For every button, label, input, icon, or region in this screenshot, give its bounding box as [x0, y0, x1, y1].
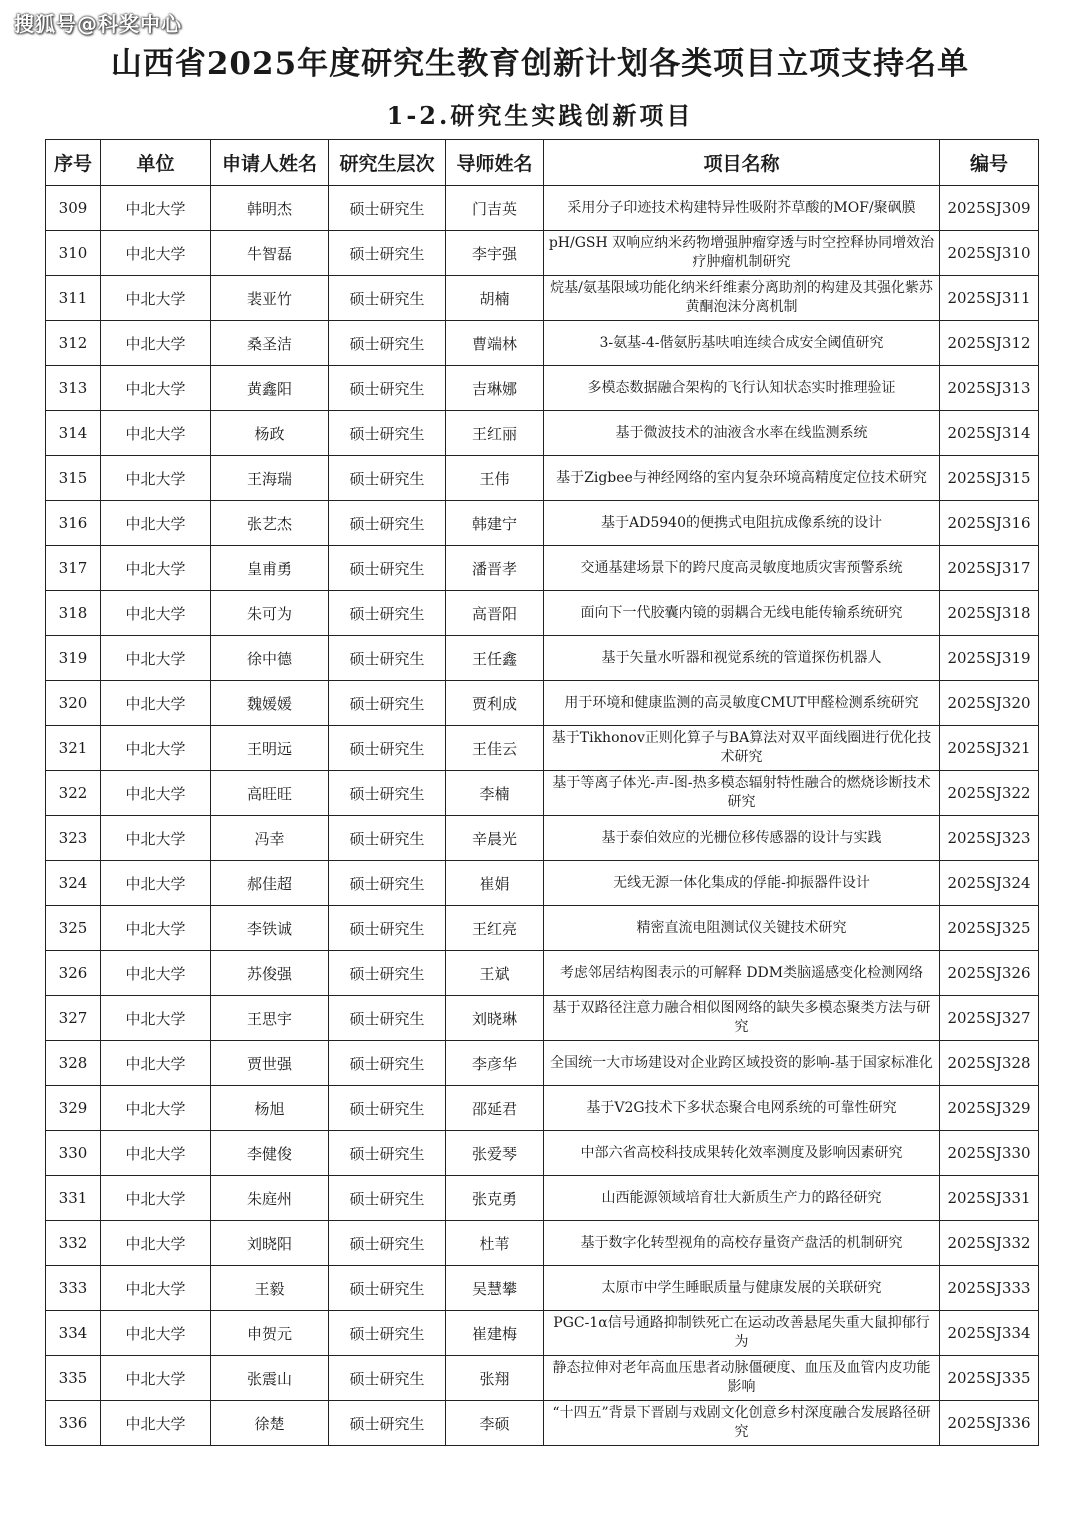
cell-level: 硕士研究生	[329, 276, 446, 321]
cell-applicant: 郝佳超	[211, 861, 329, 906]
cell-project-name: 交通基建场景下的跨尺度高灵敏度地质灾害预警系统	[544, 546, 940, 591]
cell-applicant: 张震山	[211, 1356, 329, 1401]
cell-level: 硕士研究生	[329, 1041, 446, 1086]
cell-index: 318	[46, 591, 101, 636]
cell-code: 2025SJ312	[940, 321, 1039, 366]
cell-code: 2025SJ311	[940, 276, 1039, 321]
cell-level: 硕士研究生	[329, 1356, 446, 1401]
cell-index: 329	[46, 1086, 101, 1131]
cell-advisor: 王伟	[446, 456, 544, 501]
cell-advisor: 王斌	[446, 951, 544, 996]
cell-code: 2025SJ326	[940, 951, 1039, 996]
cell-unit: 中北大学	[101, 456, 211, 501]
cell-unit: 中北大学	[101, 726, 211, 771]
cell-level: 硕士研究生	[329, 1401, 446, 1446]
cell-level: 硕士研究生	[329, 771, 446, 816]
table-row	[46, 1041, 1039, 1086]
table-body	[46, 186, 1039, 1446]
cell-applicant: 皇甫勇	[211, 546, 329, 591]
cell-index: 309	[46, 186, 101, 231]
cell-advisor: 潘晋孝	[446, 546, 544, 591]
header-unit: 单位	[101, 140, 211, 186]
header-applicant: 申请人姓名	[211, 140, 329, 186]
cell-unit: 中北大学	[101, 636, 211, 681]
cell-index: 332	[46, 1221, 101, 1266]
cell-unit: 中北大学	[101, 681, 211, 726]
cell-index: 319	[46, 636, 101, 681]
cell-advisor: 辛晨光	[446, 816, 544, 861]
cell-project-name: PGC-1α信号通路抑制铁死亡在运动改善悬尾失重大鼠抑郁行为	[544, 1311, 940, 1356]
cell-level: 硕士研究生	[329, 681, 446, 726]
cell-unit: 中北大学	[101, 1221, 211, 1266]
table-row	[46, 681, 1039, 726]
cell-code: 2025SJ310	[940, 231, 1039, 276]
cell-applicant: 朱庭州	[211, 1176, 329, 1221]
table-row	[46, 231, 1039, 276]
cell-level: 硕士研究生	[329, 816, 446, 861]
cell-unit: 中北大学	[101, 366, 211, 411]
cell-unit: 中北大学	[101, 321, 211, 366]
cell-index: 316	[46, 501, 101, 546]
cell-project-name: 基于Zigbee与神经网络的室内复杂环境高精度定位技术研究	[544, 456, 940, 501]
cell-code: 2025SJ320	[940, 681, 1039, 726]
cell-index: 322	[46, 771, 101, 816]
cell-advisor: 胡楠	[446, 276, 544, 321]
header-advisor: 导师姓名	[446, 140, 544, 186]
cell-level: 硕士研究生	[329, 456, 446, 501]
cell-code: 2025SJ319	[940, 636, 1039, 681]
cell-level: 硕士研究生	[329, 906, 446, 951]
cell-code: 2025SJ309	[940, 186, 1039, 231]
cell-project-name: 全国统一大市场建设对企业跨区域投资的影响-基于国家标准化	[544, 1041, 940, 1086]
cell-code: 2025SJ328	[940, 1041, 1039, 1086]
header-project-name: 项目名称	[544, 140, 940, 186]
cell-unit: 中北大学	[101, 861, 211, 906]
cell-project-name: 无线无源一体化集成的俘能-抑振器件设计	[544, 861, 940, 906]
cell-code: 2025SJ321	[940, 726, 1039, 771]
cell-code: 2025SJ327	[940, 996, 1039, 1041]
cell-level: 硕士研究生	[329, 636, 446, 681]
cell-index: 330	[46, 1131, 101, 1176]
cell-advisor: 杜苇	[446, 1221, 544, 1266]
cell-index: 331	[46, 1176, 101, 1221]
cell-unit: 中北大学	[101, 186, 211, 231]
cell-level: 硕士研究生	[329, 1176, 446, 1221]
cell-applicant: 牛智磊	[211, 231, 329, 276]
cell-project-name: 基于Tikhonov正则化算子与BA算法对双平面线圈进行优化技术研究	[544, 726, 940, 771]
cell-project-name: 基于双路径注意力融合相似图网络的缺失多模态聚类方法与研究	[544, 996, 940, 1041]
cell-unit: 中北大学	[101, 1266, 211, 1311]
cell-advisor: 高晋阳	[446, 591, 544, 636]
cell-project-name: 基于数字化转型视角的高校存量资产盘活的机制研究	[544, 1221, 940, 1266]
table-row	[46, 1311, 1039, 1356]
cell-level: 硕士研究生	[329, 546, 446, 591]
cell-index: 323	[46, 816, 101, 861]
table-row	[46, 1356, 1039, 1401]
cell-index: 314	[46, 411, 101, 456]
cell-applicant: 徐中德	[211, 636, 329, 681]
cell-level: 硕士研究生	[329, 951, 446, 996]
cell-index: 336	[46, 1401, 101, 1446]
table-row	[46, 771, 1039, 816]
cell-level: 硕士研究生	[329, 1266, 446, 1311]
cell-applicant: 苏俊强	[211, 951, 329, 996]
cell-code: 2025SJ314	[940, 411, 1039, 456]
cell-advisor: 刘晓琳	[446, 996, 544, 1041]
cell-index: 321	[46, 726, 101, 771]
cell-unit: 中北大学	[101, 1176, 211, 1221]
cell-project-name: 基于等离子体光-声-图-热多模态辐射特性融合的燃烧诊断技术研究	[544, 771, 940, 816]
cell-index: 317	[46, 546, 101, 591]
table-row	[46, 366, 1039, 411]
cell-project-name: 考虑邻居结构图表示的可解释 DDM类脑遥感变化检测网络	[544, 951, 940, 996]
cell-code: 2025SJ324	[940, 861, 1039, 906]
cell-project-name: “十四五”背景下晋剧与戏剧文化创意乡村深度融合发展路径研究	[544, 1401, 940, 1446]
cell-level: 硕士研究生	[329, 1221, 446, 1266]
cell-code: 2025SJ317	[940, 546, 1039, 591]
table-row	[46, 591, 1039, 636]
cell-code: 2025SJ315	[940, 456, 1039, 501]
cell-code: 2025SJ335	[940, 1356, 1039, 1401]
cell-code: 2025SJ330	[940, 1131, 1039, 1176]
table-row	[46, 726, 1039, 771]
cell-advisor: 贾利成	[446, 681, 544, 726]
cell-project-name: 太原市中学生睡眠质量与健康发展的关联研究	[544, 1266, 940, 1311]
cell-applicant: 申贺元	[211, 1311, 329, 1356]
cell-project-name: 山西能源领域培育壮大新质生产力的路径研究	[544, 1176, 940, 1221]
cell-index: 327	[46, 996, 101, 1041]
cell-advisor: 张爱琴	[446, 1131, 544, 1176]
cell-unit: 中北大学	[101, 1401, 211, 1446]
header-level: 研究生层次	[329, 140, 446, 186]
cell-project-name: 静态拉伸对老年高血压患者动脉僵硬度、血压及血管内皮功能影响	[544, 1356, 940, 1401]
cell-advisor: 吉琳娜	[446, 366, 544, 411]
cell-project-name: 多模态数据融合架构的飞行认知状态实时推理验证	[544, 366, 940, 411]
cell-index: 326	[46, 951, 101, 996]
cell-index: 334	[46, 1311, 101, 1356]
cell-code: 2025SJ334	[940, 1311, 1039, 1356]
cell-level: 硕士研究生	[329, 321, 446, 366]
cell-advisor: 曹端林	[446, 321, 544, 366]
cell-code: 2025SJ316	[940, 501, 1039, 546]
cell-unit: 中北大学	[101, 411, 211, 456]
cell-project-name: 用于环境和健康监测的高灵敏度CMUT甲醛检测系统研究	[544, 681, 940, 726]
cell-code: 2025SJ332	[940, 1221, 1039, 1266]
cell-code: 2025SJ323	[940, 816, 1039, 861]
cell-level: 硕士研究生	[329, 411, 446, 456]
cell-level: 硕士研究生	[329, 366, 446, 411]
cell-index: 320	[46, 681, 101, 726]
table-row	[46, 1221, 1039, 1266]
cell-applicant: 杨政	[211, 411, 329, 456]
cell-level: 硕士研究生	[329, 1086, 446, 1131]
cell-applicant: 王海瑞	[211, 456, 329, 501]
cell-unit: 中北大学	[101, 951, 211, 996]
cell-unit: 中北大学	[101, 591, 211, 636]
cell-applicant: 魏媛媛	[211, 681, 329, 726]
cell-unit: 中北大学	[101, 1311, 211, 1356]
cell-index: 312	[46, 321, 101, 366]
cell-project-name: 基于矢量水听器和视觉系统的管道探伤机器人	[544, 636, 940, 681]
cell-unit: 中北大学	[101, 1041, 211, 1086]
table-row	[46, 1176, 1039, 1221]
cell-level: 硕士研究生	[329, 591, 446, 636]
cell-advisor: 李楠	[446, 771, 544, 816]
cell-level: 硕士研究生	[329, 186, 446, 231]
cell-applicant: 贾世强	[211, 1041, 329, 1086]
table-row	[46, 816, 1039, 861]
cell-project-name: 基于微波技术的油液含水率在线监测系统	[544, 411, 940, 456]
cell-applicant: 王毅	[211, 1266, 329, 1311]
cell-unit: 中北大学	[101, 501, 211, 546]
cell-code: 2025SJ331	[940, 1176, 1039, 1221]
cell-project-name: 精密直流电阻测试仪关键技术研究	[544, 906, 940, 951]
table-row	[46, 1401, 1039, 1446]
cell-applicant: 黄鑫阳	[211, 366, 329, 411]
cell-advisor: 张克勇	[446, 1176, 544, 1221]
cell-applicant: 高旺旺	[211, 771, 329, 816]
cell-applicant: 王思宇	[211, 996, 329, 1041]
cell-unit: 中北大学	[101, 1131, 211, 1176]
cell-unit: 中北大学	[101, 231, 211, 276]
cell-level: 硕士研究生	[329, 996, 446, 1041]
cell-index: 311	[46, 276, 101, 321]
cell-level: 硕士研究生	[329, 1311, 446, 1356]
cell-project-name: 中部六省高校科技成果转化效率测度及影响因素研究	[544, 1131, 940, 1176]
cell-applicant: 裴亚竹	[211, 276, 329, 321]
cell-unit: 中北大学	[101, 906, 211, 951]
cell-applicant: 杨旭	[211, 1086, 329, 1131]
table-row	[46, 951, 1039, 996]
cell-advisor: 张翔	[446, 1356, 544, 1401]
cell-unit: 中北大学	[101, 816, 211, 861]
cell-advisor: 李宇强	[446, 231, 544, 276]
cell-applicant: 韩明杰	[211, 186, 329, 231]
cell-advisor: 崔娟	[446, 861, 544, 906]
table-row	[46, 861, 1039, 906]
cell-index: 333	[46, 1266, 101, 1311]
table-row	[46, 1266, 1039, 1311]
cell-project-name: 3-氨基-4-偕氨肟基呋咱连续合成安全阈值研究	[544, 321, 940, 366]
cell-applicant: 朱可为	[211, 591, 329, 636]
cell-project-name: 采用分子印迹技术构建特异性吸附芥草酸的MOF/聚砜膜	[544, 186, 940, 231]
cell-advisor: 门吉英	[446, 186, 544, 231]
cell-advisor: 邵延君	[446, 1086, 544, 1131]
cell-applicant: 刘晓阳	[211, 1221, 329, 1266]
cell-advisor: 王红丽	[446, 411, 544, 456]
cell-applicant: 徐楚	[211, 1401, 329, 1446]
cell-code: 2025SJ325	[940, 906, 1039, 951]
header-index: 序号	[46, 140, 101, 186]
cell-advisor: 崔建梅	[446, 1311, 544, 1356]
watermark: 搜狐号@科奖中心	[14, 12, 182, 36]
cell-advisor: 韩建宁	[446, 501, 544, 546]
cell-index: 310	[46, 231, 101, 276]
table-row	[46, 546, 1039, 591]
cell-advisor: 王佳云	[446, 726, 544, 771]
cell-code: 2025SJ336	[940, 1401, 1039, 1446]
cell-applicant: 张艺杰	[211, 501, 329, 546]
cell-code: 2025SJ313	[940, 366, 1039, 411]
cell-project-name: 基于泰伯效应的光栅位移传感器的设计与实践	[544, 816, 940, 861]
cell-advisor: 王任鑫	[446, 636, 544, 681]
cell-index: 325	[46, 906, 101, 951]
header-code: 编号	[940, 140, 1039, 186]
cell-unit: 中北大学	[101, 1356, 211, 1401]
cell-project-name: 面向下一代胶囊内镜的弱耦合无线电能传输系统研究	[544, 591, 940, 636]
table-row	[46, 996, 1039, 1041]
table-header-row	[46, 140, 1039, 186]
cell-level: 硕士研究生	[329, 726, 446, 771]
cell-level: 硕士研究生	[329, 231, 446, 276]
cell-applicant: 桑圣洁	[211, 321, 329, 366]
table-row	[46, 501, 1039, 546]
cell-code: 2025SJ333	[940, 1266, 1039, 1311]
cell-code: 2025SJ329	[940, 1086, 1039, 1131]
table-row	[46, 1086, 1039, 1131]
cell-advisor: 吴慧攀	[446, 1266, 544, 1311]
table-row	[46, 276, 1039, 321]
table-row	[46, 1131, 1039, 1176]
cell-code: 2025SJ318	[940, 591, 1039, 636]
cell-level: 硕士研究生	[329, 501, 446, 546]
cell-level: 硕士研究生	[329, 861, 446, 906]
table-row	[46, 321, 1039, 366]
cell-applicant: 李健俊	[211, 1131, 329, 1176]
cell-index: 324	[46, 861, 101, 906]
document-subtitle: 1-2.研究生实践创新项目	[386, 101, 694, 130]
cell-unit: 中北大学	[101, 546, 211, 591]
cell-advisor: 李硕	[446, 1401, 544, 1446]
cell-project-name: 烷基/氨基限域功能化纳米纤维素分离助剂的构建及其强化紫苏黄酮泡沫分离机制	[544, 276, 940, 321]
cell-index: 335	[46, 1356, 101, 1401]
cell-project-name: 基于V2G技术下多状态聚合电网系统的可靠性研究	[544, 1086, 940, 1131]
cell-applicant: 冯幸	[211, 816, 329, 861]
cell-index: 328	[46, 1041, 101, 1086]
cell-level: 硕士研究生	[329, 1131, 446, 1176]
cell-applicant: 李铁诚	[211, 906, 329, 951]
cell-unit: 中北大学	[101, 1086, 211, 1131]
cell-applicant: 王明远	[211, 726, 329, 771]
cell-unit: 中北大学	[101, 996, 211, 1041]
table-row	[46, 186, 1039, 231]
table-row	[46, 906, 1039, 951]
table-row	[46, 411, 1039, 456]
cell-unit: 中北大学	[101, 771, 211, 816]
cell-index: 315	[46, 456, 101, 501]
cell-project-name: pH/GSH 双响应纳米药物增强肿瘤穿透与时空控释协同增效治疗肿瘤机制研究	[544, 231, 940, 276]
table-row	[46, 456, 1039, 501]
project-table	[45, 139, 1039, 1446]
table-row	[46, 636, 1039, 681]
cell-code: 2025SJ322	[940, 771, 1039, 816]
cell-index: 313	[46, 366, 101, 411]
document-title: 山西省2025年度研究生教育创新计划各类项目立项支持名单	[110, 46, 970, 82]
cell-project-name: 基于AD5940的便携式电阻抗成像系统的设计	[544, 501, 940, 546]
cell-advisor: 王红亮	[446, 906, 544, 951]
cell-unit: 中北大学	[101, 276, 211, 321]
cell-advisor: 李彦华	[446, 1041, 544, 1086]
